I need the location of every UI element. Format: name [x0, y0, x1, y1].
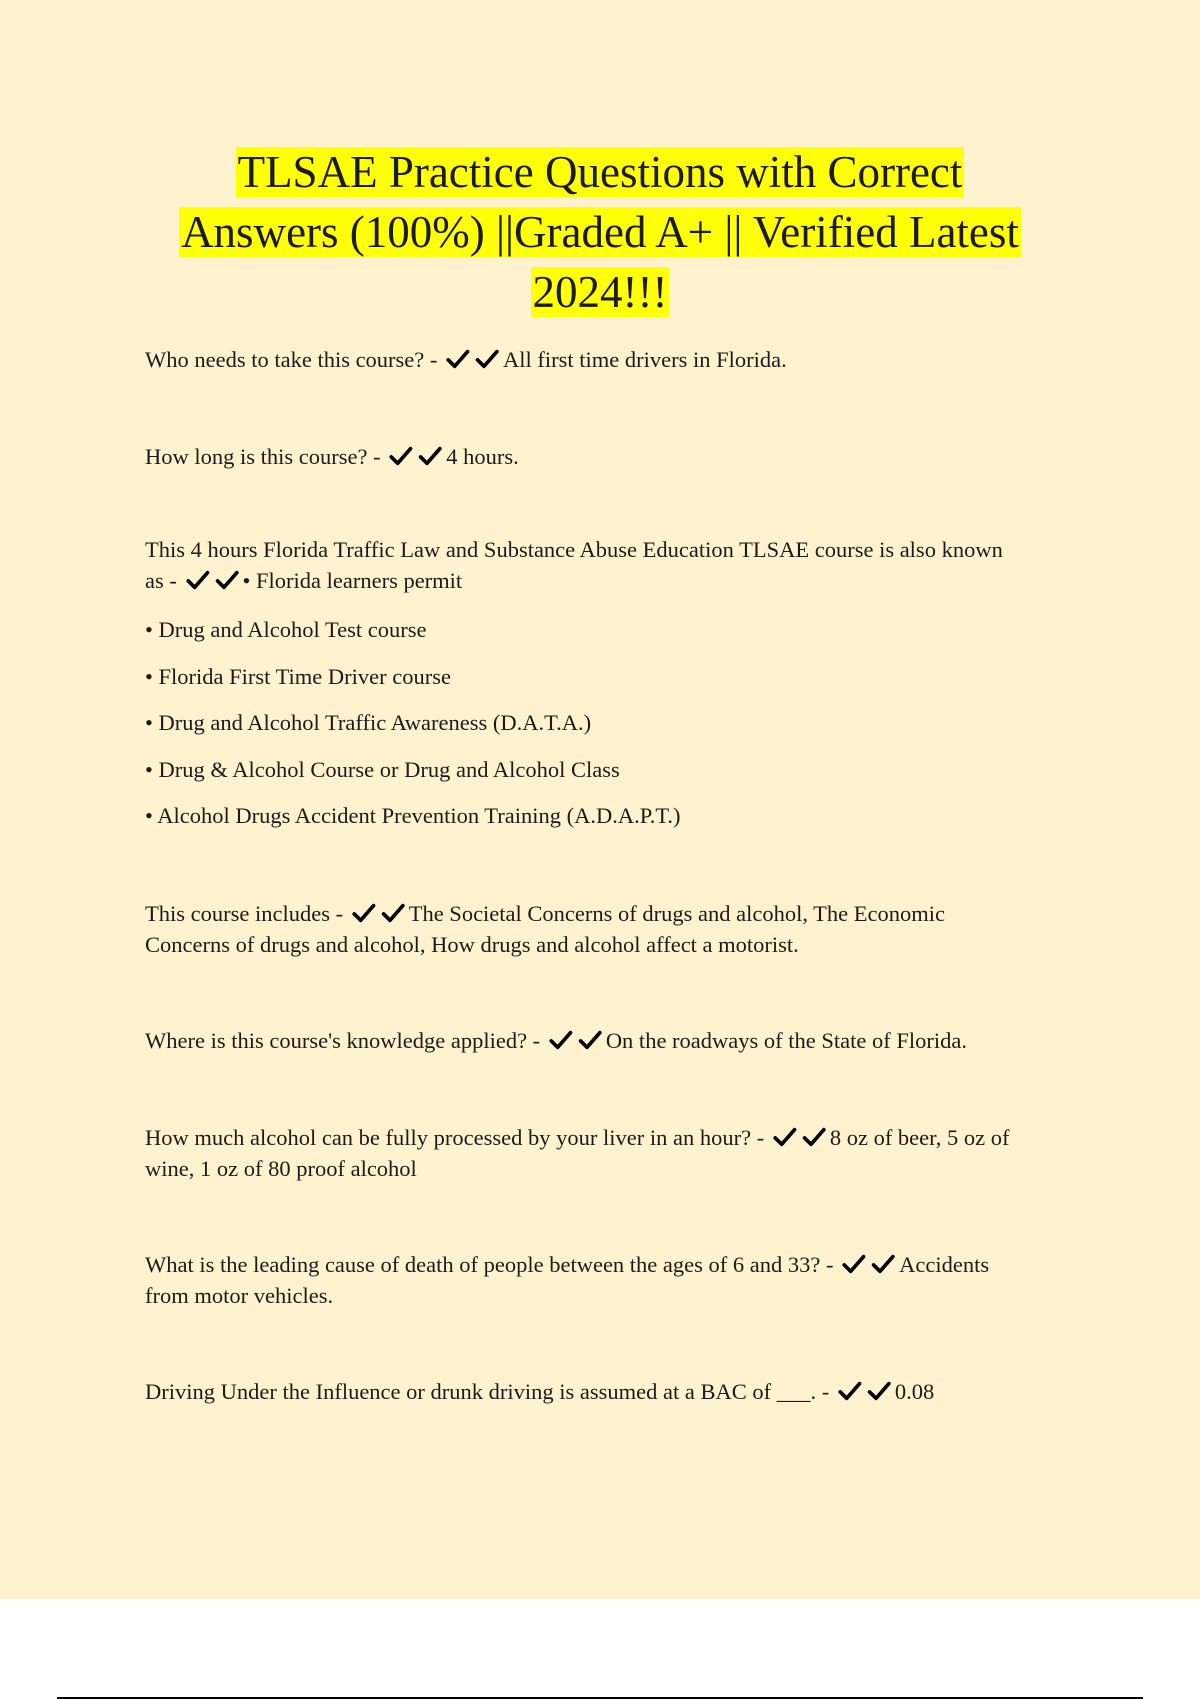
answer-text-cont: from motor vehicles. [145, 1283, 334, 1308]
question-text: Where is this course's knowledge applied? - [145, 1028, 541, 1053]
document-title [60, 142, 1140, 322]
question-text: This 4 hours Florida Traffic Law and Substance Abuse Education TLSAE course is also known [145, 537, 1003, 562]
title-line-1: TLSAE Practice Questions with Correct [237, 147, 963, 197]
question-text: Who needs to take this course? - [145, 347, 438, 372]
double-check-icon [770, 1126, 830, 1148]
double-check-icon [546, 1029, 606, 1051]
double-check-icon [443, 348, 503, 370]
answer-text: 4 hours. [446, 444, 519, 469]
list-item: • Drug and Alcohol Traffic Awareness (D.A.T.A.) [145, 710, 592, 735]
double-check-icon [386, 445, 446, 467]
title-line-2: Answers (100%) ||Graded A+ || Verified Latest [181, 207, 1019, 257]
answer-text: All first time drivers in Florida. [503, 347, 787, 372]
double-check-icon [183, 569, 243, 591]
qa-item-1 [145, 344, 1085, 375]
list-item: • Alcohol Drugs Accident Prevention Training (A.D.A.P.T.) [145, 803, 681, 828]
qa-item-2 [145, 441, 1085, 472]
qa-item-5 [145, 1025, 1085, 1056]
answer-text-cont: wine, 1 oz of 80 proof alcohol [145, 1156, 417, 1181]
qa-item-3 [145, 534, 1105, 596]
list-item: • Drug and Alcohol Test course [145, 617, 427, 642]
question-text: How long is this course? - [145, 444, 381, 469]
answer-text: • Florida learners permit [242, 568, 463, 593]
answer-text: The Societal Concerns of drugs and alcohol, The Economic [408, 901, 946, 926]
qa-item-7 [145, 1249, 1105, 1311]
answer-text: 0.08 [894, 1379, 935, 1404]
list-item: • Florida First Time Driver course [145, 664, 451, 689]
question-text-cont: as - [145, 568, 177, 593]
answer-text-cont: Concerns of drugs and alcohol, How drugs and alcohol affect a motorist. [145, 932, 799, 957]
list-item: • Drug & Alcohol Course or Drug and Alcohol Class [145, 757, 620, 782]
qa-item-6 [145, 1122, 1105, 1184]
question-text: How much alcohol can be fully processed by your liver in an hour? - [145, 1125, 765, 1150]
qa-item-4 [145, 898, 1085, 960]
question-text: Driving Under the Influence or drunk driving is assumed at a BAC of ___. - [145, 1379, 830, 1404]
double-check-icon [839, 1253, 899, 1275]
answer-text: On the roadways of the State of Florida. [605, 1028, 967, 1053]
answer-text: 8 oz of beer, 5 oz of [829, 1125, 1010, 1150]
title-line-3: 2024!!! [532, 267, 668, 317]
double-check-icon [835, 1380, 895, 1402]
question-text: What is the leading cause of death of people between the ages of 6 and 33? - [145, 1252, 834, 1277]
page-divider [57, 1697, 1143, 1699]
double-check-icon [349, 902, 409, 924]
qa-item-8 [145, 1376, 1085, 1407]
answer-text: Accidents [899, 1252, 990, 1277]
question-text: This course includes - [145, 901, 344, 926]
